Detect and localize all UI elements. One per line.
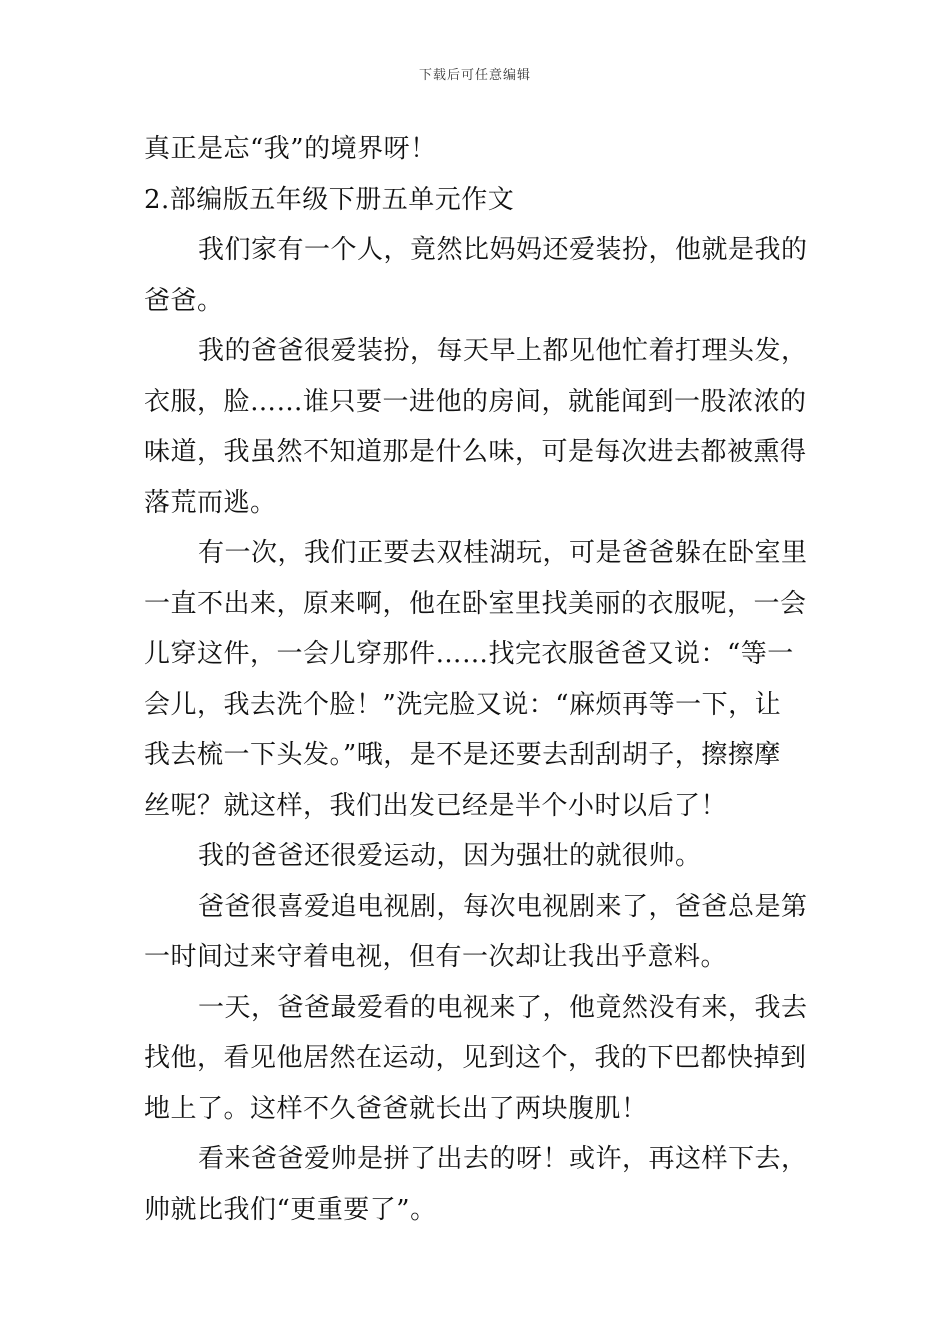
text-line: 儿穿这件，一会儿穿那件……找完衣服爸爸又说：“等一	[144, 639, 794, 669]
text-line: 我的爸爸很爱装扮，每天早上都见他忙着打理头发，	[198, 336, 808, 366]
text-line: 味道，我虽然不知道那是什么味，可是每次进去都被熏得	[144, 437, 807, 467]
text-line: 丝呢？就这样，我们出发已经是半个小时以后了！	[144, 790, 728, 821]
text-line: 爸爸。	[144, 285, 224, 316]
page-header: 下载后可任意编辑	[418, 68, 531, 83]
text-line: 落荒而逃。	[144, 487, 277, 518]
text-line: 有一次，我们正要去双桂湖玩，可是爸爸躲在卧室里	[198, 538, 808, 568]
text-line: 爸爸很喜爱追电视剧，每次电视剧来了，爸爸总是第	[198, 891, 808, 922]
text-line: 真正是忘“我”的境界呀！	[144, 134, 437, 164]
text-line: 找他，看见他居然在运动，见到这个，我的下巴都快掉到	[144, 1043, 807, 1073]
text-line: 一时间过来守着电视，但有一次却让我出乎意料。	[144, 942, 728, 972]
text-line: 一直不出来，原来啊，他在卧室里找美丽的衣服呢，一会	[144, 588, 807, 619]
text-line: 帅就比我们“更重要了”。	[144, 1194, 437, 1225]
text-line: 我的爸爸还很爱运动，因为强壮的就很帅。	[198, 841, 702, 871]
text-line: 看来爸爸爱帅是拼了出去的呀！或许，再这样下去，	[198, 1144, 808, 1174]
document-body	[144, 124, 810, 1235]
text-line: 一天，爸爸最爱看的电视来了，他竟然没有来，我去	[198, 992, 808, 1023]
text-line: 会儿，我去洗个脸！”洗完脸又说：“麻烦再等一下，让	[144, 689, 782, 720]
text-line: 地上了。这样不久爸爸就长出了两块腹肌！	[144, 1093, 648, 1124]
section-heading: 2.部编版五年级下册五单元作文	[144, 184, 515, 215]
text-line: 衣服，脸……谁只要一进他的房间，就能闻到一股浓浓的	[144, 386, 807, 417]
text-line: 我去梳一下头发。”哦，是不是还要去刮刮胡子，擦擦摩	[144, 740, 781, 770]
text-line: 我们家有一个人，竟然比妈妈还爱装扮，他就是我的	[198, 235, 808, 265]
